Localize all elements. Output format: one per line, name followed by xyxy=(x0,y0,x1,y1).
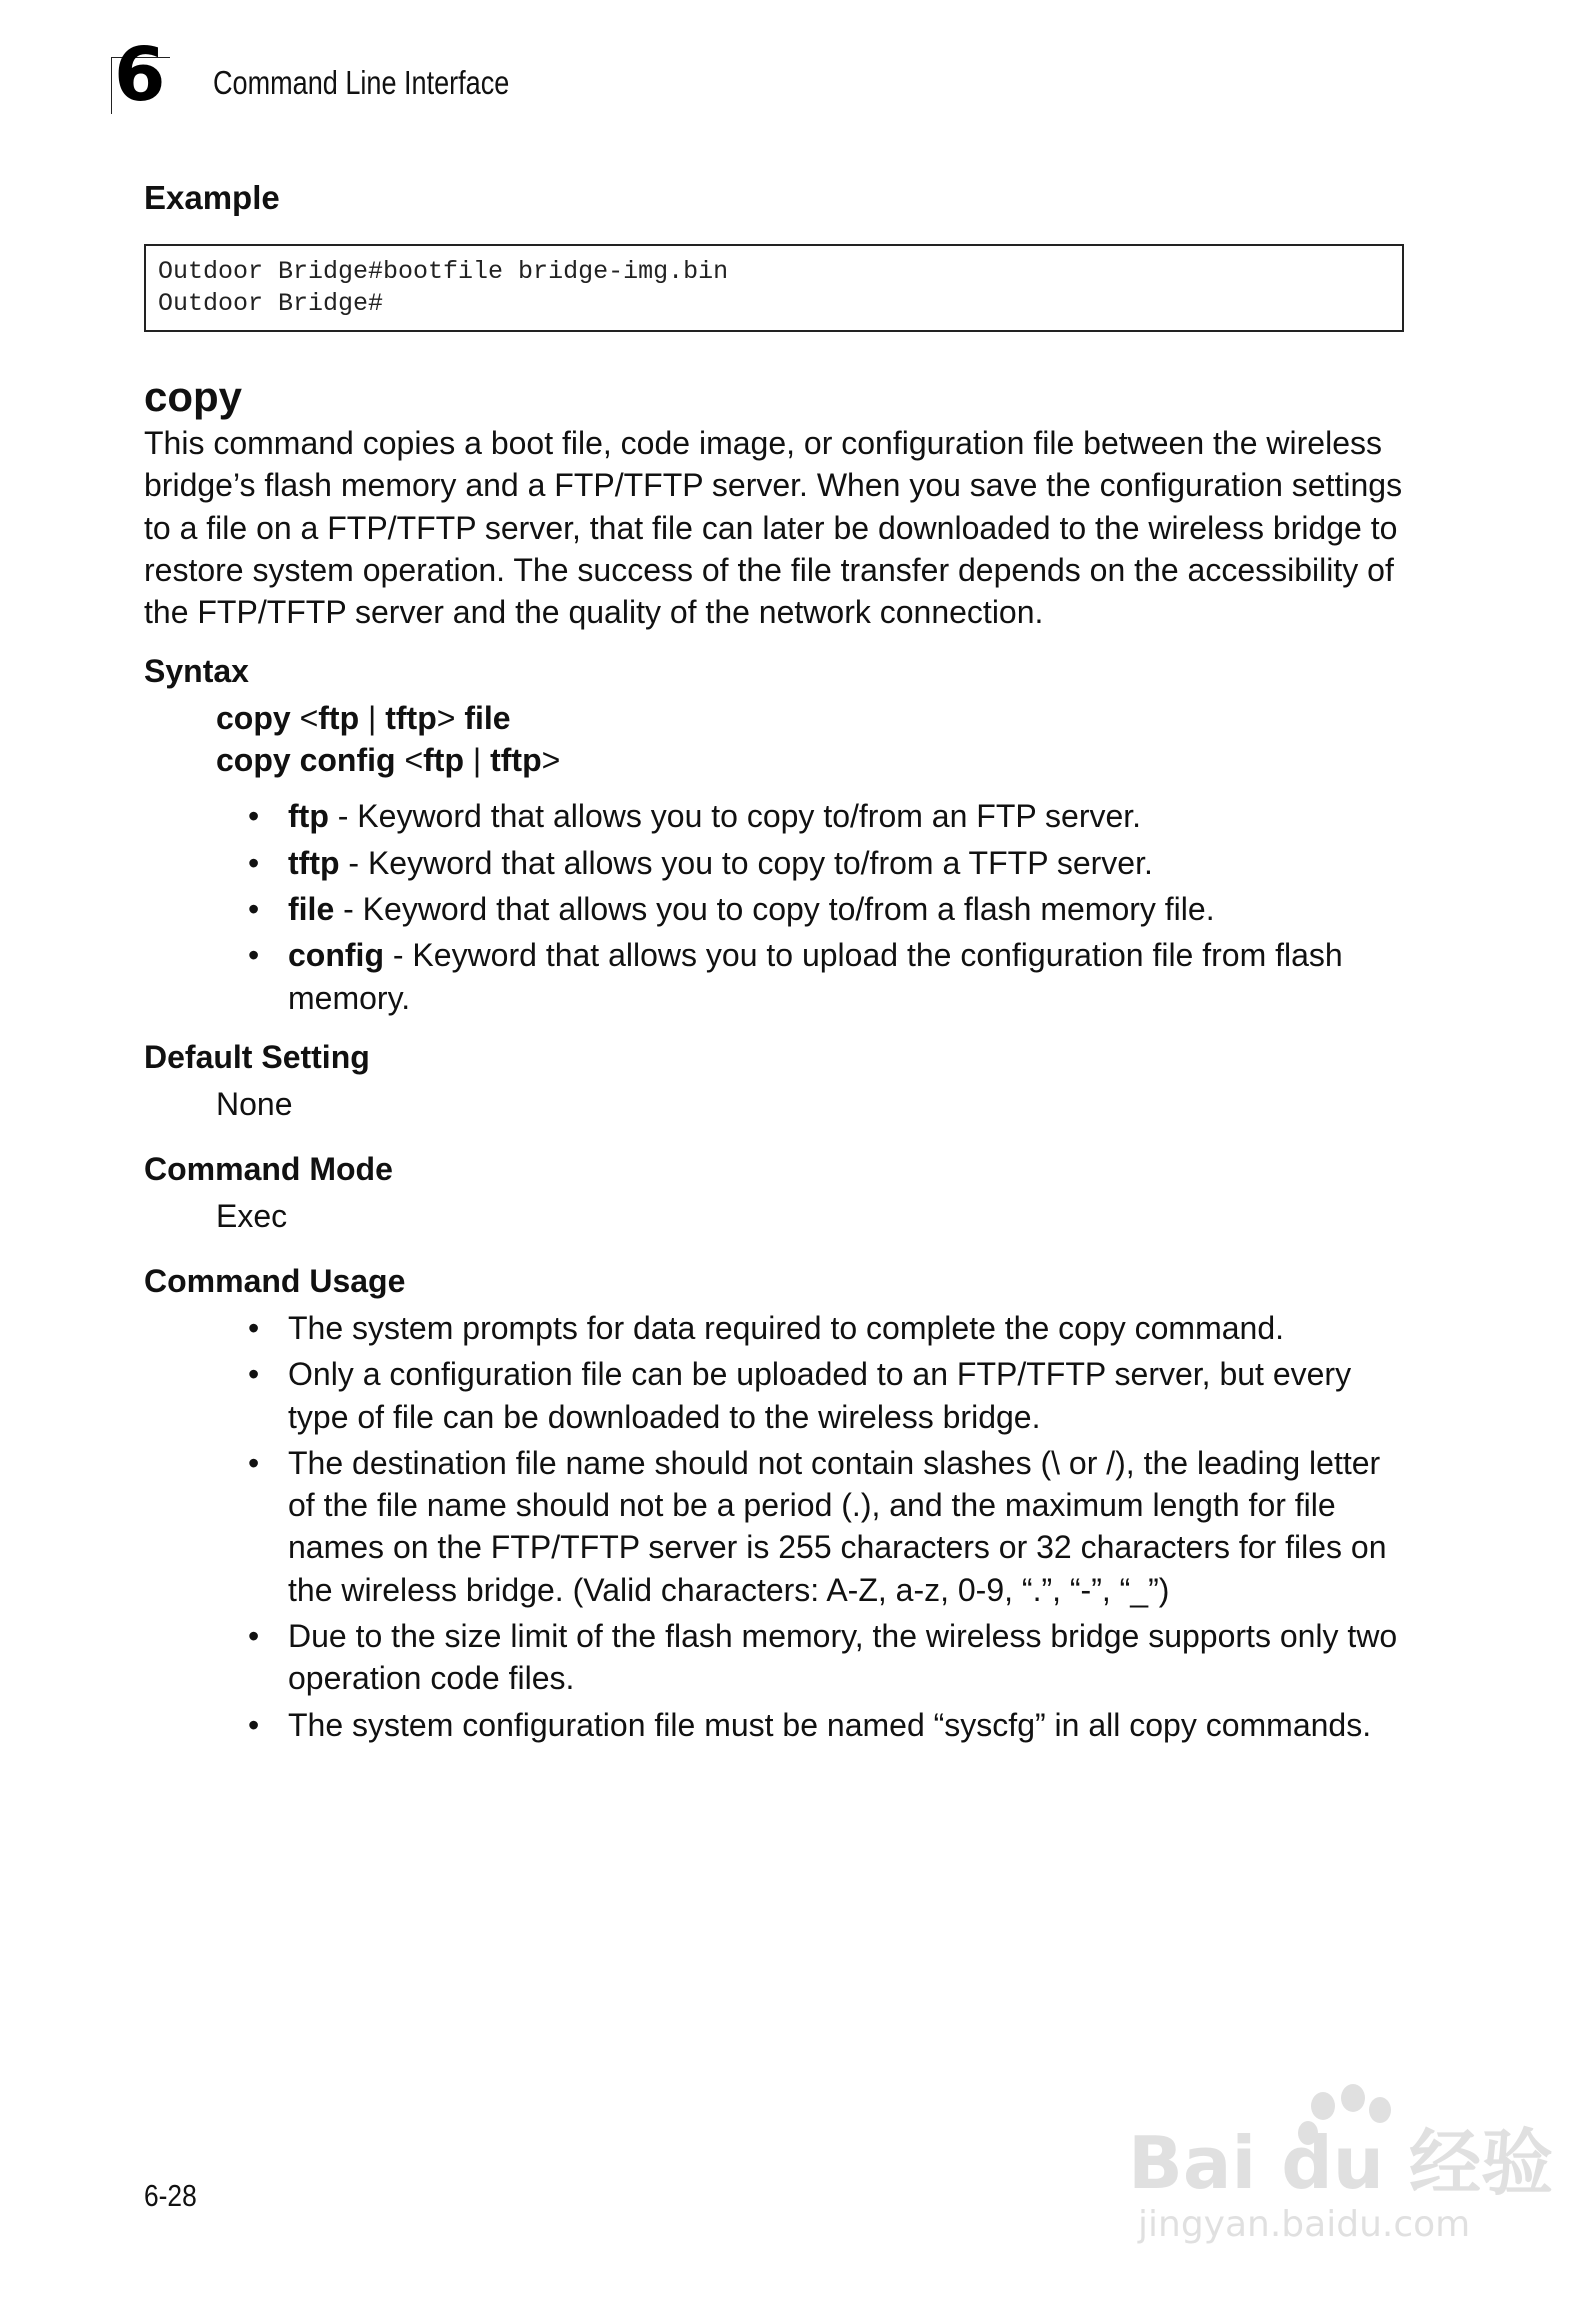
command-title: copy xyxy=(144,373,243,420)
command-usage-list xyxy=(248,1307,1404,1746)
list-item: • config - Keyword that allows you to upload the configuration file from flash memory. xyxy=(248,937,1343,1016)
list-item: • The system configuration file must be named “syscfg” in all copy commands. xyxy=(248,1706,1372,1743)
default-setting-value: None xyxy=(216,1085,293,1122)
command-usage-heading: Command Usage xyxy=(144,1262,406,1299)
command-mode-heading: Command Mode xyxy=(144,1150,393,1187)
baidu-jingyan-watermark xyxy=(1118,2078,1554,2248)
list-item: • The system prompts for data required to complete the copy command. xyxy=(248,1309,1285,1346)
list-item: • Only a configuration file can be uploaded to an FTP/TFTP server, but every type of file can be downloaded to the wireless bridge. xyxy=(248,1356,1352,1435)
code-line: Outdoor Bridge# xyxy=(158,289,384,318)
watermark-url: jingyan.baidu.com xyxy=(1138,2204,1471,2245)
page-content xyxy=(144,178,1404,1746)
list-item: • tftp - Keyword that allows you to copy to/from a TFTP server. xyxy=(248,844,1153,881)
page-number: 6-28 xyxy=(144,2178,197,2213)
command-mode-value: Exec xyxy=(216,1197,288,1234)
watermark-brand: Bai du 经验 xyxy=(1128,2121,1554,2205)
command-description: This command copies a boot file, code image, or configuration file between the wireless bridge’s flash memory and a FTP/TFTP server. When you save the configuration settings to a file on a FTP/TFTP server, that file can later be downloaded to the wireless bridge to restore system operation. The success of the file transfer depends on the accessibility of the FTP/TFTP server and the quality of the network connection. xyxy=(144,425,1403,631)
list-item: • The destination file name should not contain slashes (\ or /), the leading letter of the file name should not be a period (.), and the maximum length for file names on the FTP/TFTP server is 255 characters or 32 characters for files on the wireless bridge. (Valid characters: A-Z, a-z, 0-9, “.”, “-”, “_”) xyxy=(248,1444,1387,1608)
syntax-line-1: copy <ftp | tftp> file xyxy=(216,700,511,737)
list-item: • ftp - Keyword that allows you to copy to/from an FTP server. xyxy=(248,798,1142,835)
chapter-title: Command Line Interface xyxy=(213,64,510,101)
syntax-line-2: copy config <ftp | tftp> xyxy=(216,742,561,779)
chapter-number: 6 xyxy=(114,32,166,118)
syntax-parameter-list xyxy=(248,795,1404,1018)
example-heading: Example xyxy=(144,179,280,216)
syntax-heading: Syntax xyxy=(144,653,249,690)
code-line: Outdoor Bridge#bootfile bridge-img.bin xyxy=(158,257,729,286)
list-item: • file - Keyword that allows you to copy to/from a flash memory file. xyxy=(248,891,1215,928)
list-item: • Due to the size limit of the flash memory, the wireless bridge supports only two operation code files. xyxy=(248,1618,1398,1697)
default-setting-heading: Default Setting xyxy=(144,1038,370,1075)
example-code-block xyxy=(144,244,1404,332)
